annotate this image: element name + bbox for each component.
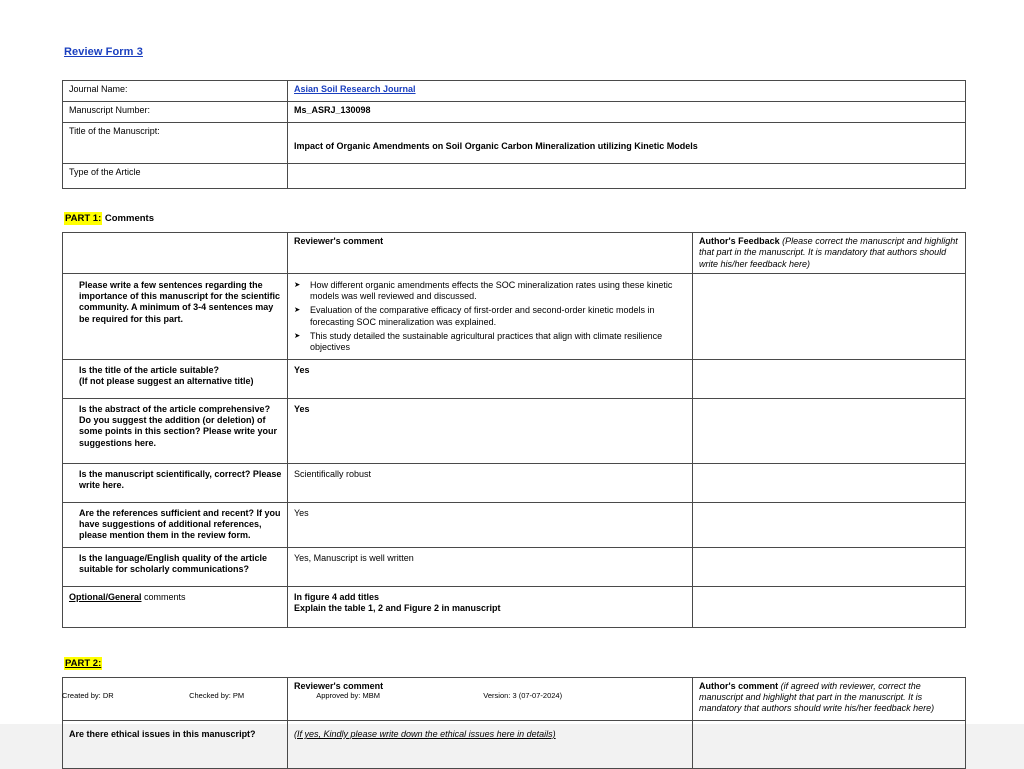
- table-row: [63, 164, 966, 189]
- q7-question-rest: comments: [141, 591, 186, 602]
- footer-approved-by: Approved by: MBM: [316, 691, 380, 700]
- manuscript-header-table: [62, 80, 966, 189]
- q3-question: Is the abstract of the article comprehensive? Do you suggest the addition (or deletion) of some points in this section? Please write your suggestions here.: [63, 398, 288, 463]
- part1-table: [62, 232, 966, 628]
- part2-col-reviewer: Reviewer's comment: [288, 677, 693, 720]
- q3-author-feedback[interactable]: [693, 398, 966, 463]
- q1-question: Please write a few sentences regarding the importance of this manuscript for the scientific community. A minimum of 3-4 sentences may be required for this part.: [63, 273, 288, 359]
- q3-reviewer-comment: Yes: [288, 398, 693, 463]
- journal-name-value: [288, 81, 966, 102]
- q4-question: Is the manuscript scientifically, correct? Please write here.: [63, 463, 288, 502]
- manuscript-title-label: Title of the Manuscript:: [63, 123, 288, 164]
- page-footer: [62, 691, 962, 700]
- part1-label-suffix: Comments: [102, 213, 154, 224]
- table-row: [63, 81, 966, 102]
- q7-question: [63, 586, 288, 627]
- list-item: ➤ Evaluation of the comparative efficacy of first-order and second-order kinetic models in forecasting SOC mineralization was explained.: [294, 305, 687, 328]
- q2-question-line2: (If not please suggest an alternative title): [79, 376, 254, 387]
- q5-reviewer-comment: Yes: [288, 502, 693, 547]
- footer-checked-by: Checked by: PM: [189, 691, 245, 700]
- ethics-question: Are there ethical issues in this manuscript?: [63, 720, 288, 768]
- journal-name-link[interactable]: Asian Soil Research Journal: [294, 84, 416, 94]
- part1-col-question: [63, 233, 288, 274]
- table-row: [63, 502, 966, 547]
- author-feedback-label: Author's Feedback: [699, 236, 783, 246]
- table-row: [63, 123, 966, 164]
- author-comment-label: Author's comment: [699, 680, 781, 691]
- q2-question-line1: Is the title of the article suitable?: [79, 364, 220, 375]
- table-row: [63, 547, 966, 586]
- part1-col-author-feedback: [693, 233, 966, 274]
- part1-heading: [64, 213, 966, 224]
- part1-col-reviewer: Reviewer's comment: [288, 233, 693, 274]
- table-row: [63, 102, 966, 123]
- q2-question: [63, 359, 288, 398]
- author-comment-note: (if agreed with reviewer, correct the manuscript and highlight that part in the manuscript. It is mandatory that authors should write his/her feedback here): [699, 680, 935, 714]
- table-row: [63, 273, 966, 359]
- q2-author-feedback[interactable]: [693, 359, 966, 398]
- manuscript-title-value: Impact of Organic Amendments on Soil Organic Carbon Mineralization utilizing Kinetic Models: [288, 123, 966, 164]
- q7-comment-line2: Explain the table 1, 2 and Figure 2 in manuscript: [294, 603, 501, 614]
- q7-author-feedback[interactable]: [693, 586, 966, 627]
- footer-version: Version: 3 (07-07-2024): [483, 691, 563, 700]
- manuscript-number-value: Ms_ASRJ_130098: [288, 102, 966, 123]
- table-row: [63, 586, 966, 627]
- q6-reviewer-comment: Yes, Manuscript is well written: [288, 547, 693, 586]
- q7-question-underlined: Optional/General: [69, 591, 142, 602]
- journal-name-label: Journal Name:: [63, 81, 288, 102]
- article-type-label: Type of the Article: [63, 164, 288, 189]
- q4-reviewer-comment: Scientifically robust: [288, 463, 693, 502]
- article-type-value: [288, 164, 966, 189]
- table-row: [63, 463, 966, 502]
- part2-heading: [64, 658, 966, 669]
- q5-author-feedback[interactable]: [693, 502, 966, 547]
- ethics-author-comment[interactable]: [693, 720, 966, 768]
- q7-reviewer-comment: [288, 586, 693, 627]
- list-item: ➤ How different organic amendments effects the SOC mineralization rates using these kinetic models was well reviewed and discussed.: [294, 280, 687, 303]
- table-header-row: [63, 233, 966, 274]
- manuscript-number-label: Manuscript Number:: [63, 102, 288, 123]
- author-feedback-note: (Please correct the manuscript and highlight that part in the manuscript. It is mandatory that authors should write his/her feedback here): [699, 236, 958, 269]
- page-title: Review Form 3: [64, 46, 143, 58]
- q1-author-feedback[interactable]: [693, 273, 966, 359]
- ethics-reviewer-comment: (If yes, Kindly please write down the ethical issues here in details): [288, 720, 693, 768]
- table-row: [63, 359, 966, 398]
- q6-author-feedback[interactable]: [693, 547, 966, 586]
- q1-bullet-list: [294, 280, 687, 354]
- q1-reviewer-comment: [288, 273, 693, 359]
- q5-question: Are the references sufficient and recent? If you have suggestions of additional references, please mention them in the review form.: [63, 502, 288, 547]
- table-row: [63, 720, 966, 768]
- part2-label: PART 2:: [65, 657, 102, 669]
- q2-reviewer-comment: Yes: [288, 359, 693, 398]
- part1-label: PART 1:: [65, 213, 102, 224]
- q4-author-feedback[interactable]: [693, 463, 966, 502]
- table-row: [63, 398, 966, 463]
- footer-created-by: Created by: DR: [62, 691, 114, 700]
- q6-question: Is the language/English quality of the article suitable for scholarly communications?: [63, 547, 288, 586]
- q7-comment-line1: In figure 4 add titles: [294, 591, 380, 602]
- list-item: ➤ This study detailed the sustainable agricultural practices that align with climate resilience objectives: [294, 331, 687, 354]
